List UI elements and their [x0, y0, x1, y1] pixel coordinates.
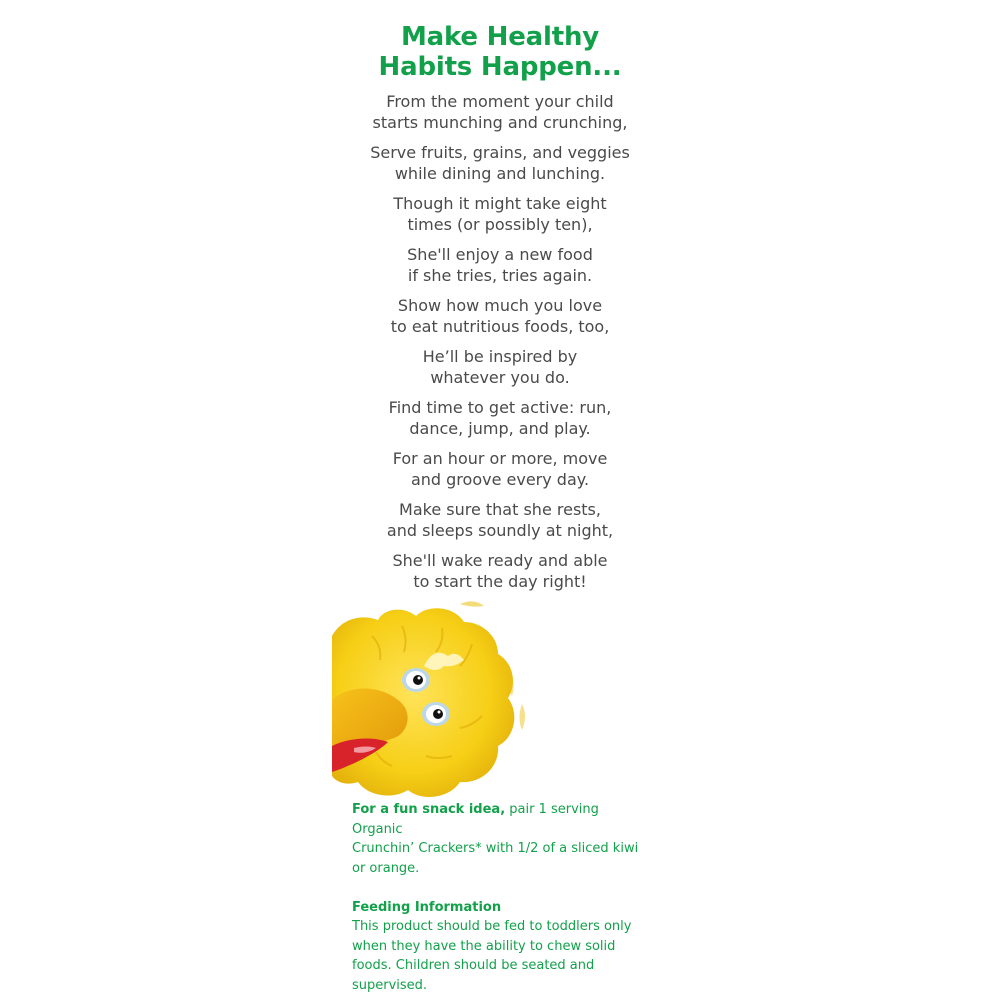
poem-line: dance, jump, and play.: [409, 418, 591, 438]
feeding-line: supervised.: [352, 977, 428, 993]
poem-line: to eat nutritious foods, too,: [390, 316, 610, 336]
poem-line: Though it might take eight: [393, 194, 607, 213]
product-panel: [332, 0, 668, 1000]
poem-stanza-3: [332, 194, 668, 235]
poem-line: She'll enjoy a new food: [407, 245, 593, 264]
feeding-line: This product should be fed to toddlers only: [352, 919, 632, 934]
snack-idea: [352, 800, 652, 878]
snack-line-1-rest: pair 1 serving Organic: [352, 802, 599, 837]
poem-stanza-10: [332, 551, 668, 592]
poem-line: Make sure that she rests,: [399, 500, 601, 519]
info-section: [352, 800, 652, 995]
poem-stanza-9: [332, 500, 668, 541]
poem-stanza-7: [332, 398, 668, 439]
snack-line-2: Crunchin’ Crackers* with 1/2 of a sliced kiwi: [352, 841, 639, 856]
big-bird-character-icon: [332, 596, 542, 800]
poem-line: From the moment your child: [386, 92, 614, 111]
poem-stanza-2: [332, 143, 668, 184]
title-line-1: Make Healthy: [400, 22, 600, 52]
poem-line: if she tries, tries again.: [407, 265, 593, 285]
snack-lead: For a fun snack idea,: [352, 802, 506, 817]
section-spacer: [352, 878, 652, 898]
poem-line: He’ll be inspired by: [422, 347, 578, 366]
poem-line: She'll wake ready and able: [392, 551, 608, 570]
feeding-information: [352, 898, 652, 996]
poem-line: times (or possibly ten),: [407, 214, 593, 234]
poem-line: starts munching and crunching,: [372, 112, 628, 132]
poem-stanza-8: [332, 449, 668, 490]
poem-line: while dining and lunching.: [394, 163, 606, 183]
poem-stanza-1: [332, 92, 668, 133]
title-line-2: Habits Happen...: [378, 52, 622, 82]
feeding-line: when they have the ability to chew solid: [352, 938, 616, 954]
poem-line: whatever you do.: [430, 367, 570, 387]
poem-stanza-6: [332, 347, 668, 388]
feeding-heading: Feeding Information: [352, 899, 502, 915]
poem-line: Find time to get active: run,: [388, 398, 612, 417]
snack-line-3: or orange.: [352, 860, 420, 876]
poem-line: Show how much you love: [397, 296, 603, 315]
poem-line: and groove every day.: [410, 469, 590, 489]
poem: [332, 92, 668, 602]
poem-line: For an hour or more, move: [392, 449, 608, 468]
poem-line: to start the day right!: [413, 571, 587, 591]
poem-stanza-4: [332, 245, 668, 286]
poem-stanza-5: [332, 296, 668, 337]
page-title: [332, 22, 668, 82]
poem-line: and sleeps soundly at night,: [386, 520, 614, 540]
poem-line: Serve fruits, grains, and veggies: [370, 143, 630, 162]
feeding-line: foods. Children should be seated and: [352, 958, 595, 973]
snack-line-1: [352, 800, 652, 839]
